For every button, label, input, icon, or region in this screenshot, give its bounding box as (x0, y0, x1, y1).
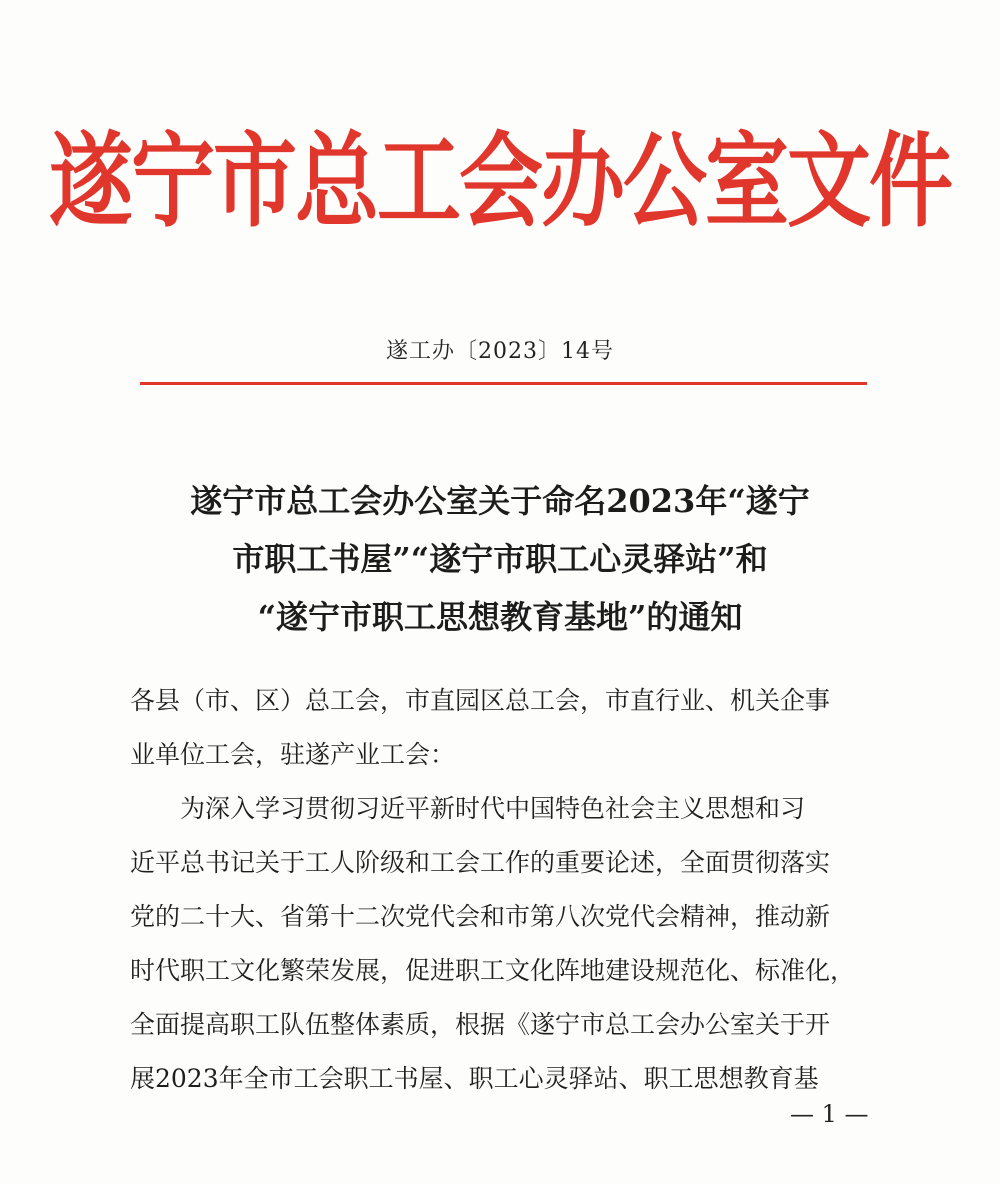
body-text (130, 674, 878, 1106)
title-line: 市职工书屋”“遂宁市职工心灵驿站”和 (232, 540, 768, 578)
masthead-title: 遂宁市总工会办公室文件 (48, 121, 951, 242)
addressee-line: 各县（市、区）总工会，市直园区总工会，市直行业、机关企事 (130, 686, 831, 715)
paragraph-line: 全面提高职工队伍整体素质，根据《遂宁市总工会办公室关于开 (130, 1010, 831, 1039)
title-line: 遂宁市总工会办公室关于命名2023年“遂宁 (190, 482, 810, 520)
paragraph-line: 展2023年全市工会职工书屋、职工心灵驿站、职工思想教育基 (130, 1064, 819, 1093)
paragraph-line: 党的二十大、省第十二次党代会和市第八次党代会精神，推动新 (130, 902, 831, 931)
page-number: — 1 — (790, 1100, 869, 1128)
red-divider-line (140, 382, 867, 385)
paragraph-line: 时代职工文化繁荣发展，促进职工文化阵地建设规范化、标准化， (130, 956, 856, 985)
paragraph-line: 为深入学习贯彻习近平新时代中国特色社会主义思想和习 (180, 794, 806, 823)
document-number: 遂工办〔2023〕14号 (386, 339, 614, 364)
notice-title (120, 472, 880, 646)
paragraph-line: 近平总书记关于工人阶级和工会工作的重要论述，全面贯彻落实 (130, 848, 831, 877)
title-line: “遂宁市职工思想教育基地”的通知 (257, 598, 743, 636)
addressee-line: 业单位工会，驻遂产业工会： (130, 740, 456, 769)
